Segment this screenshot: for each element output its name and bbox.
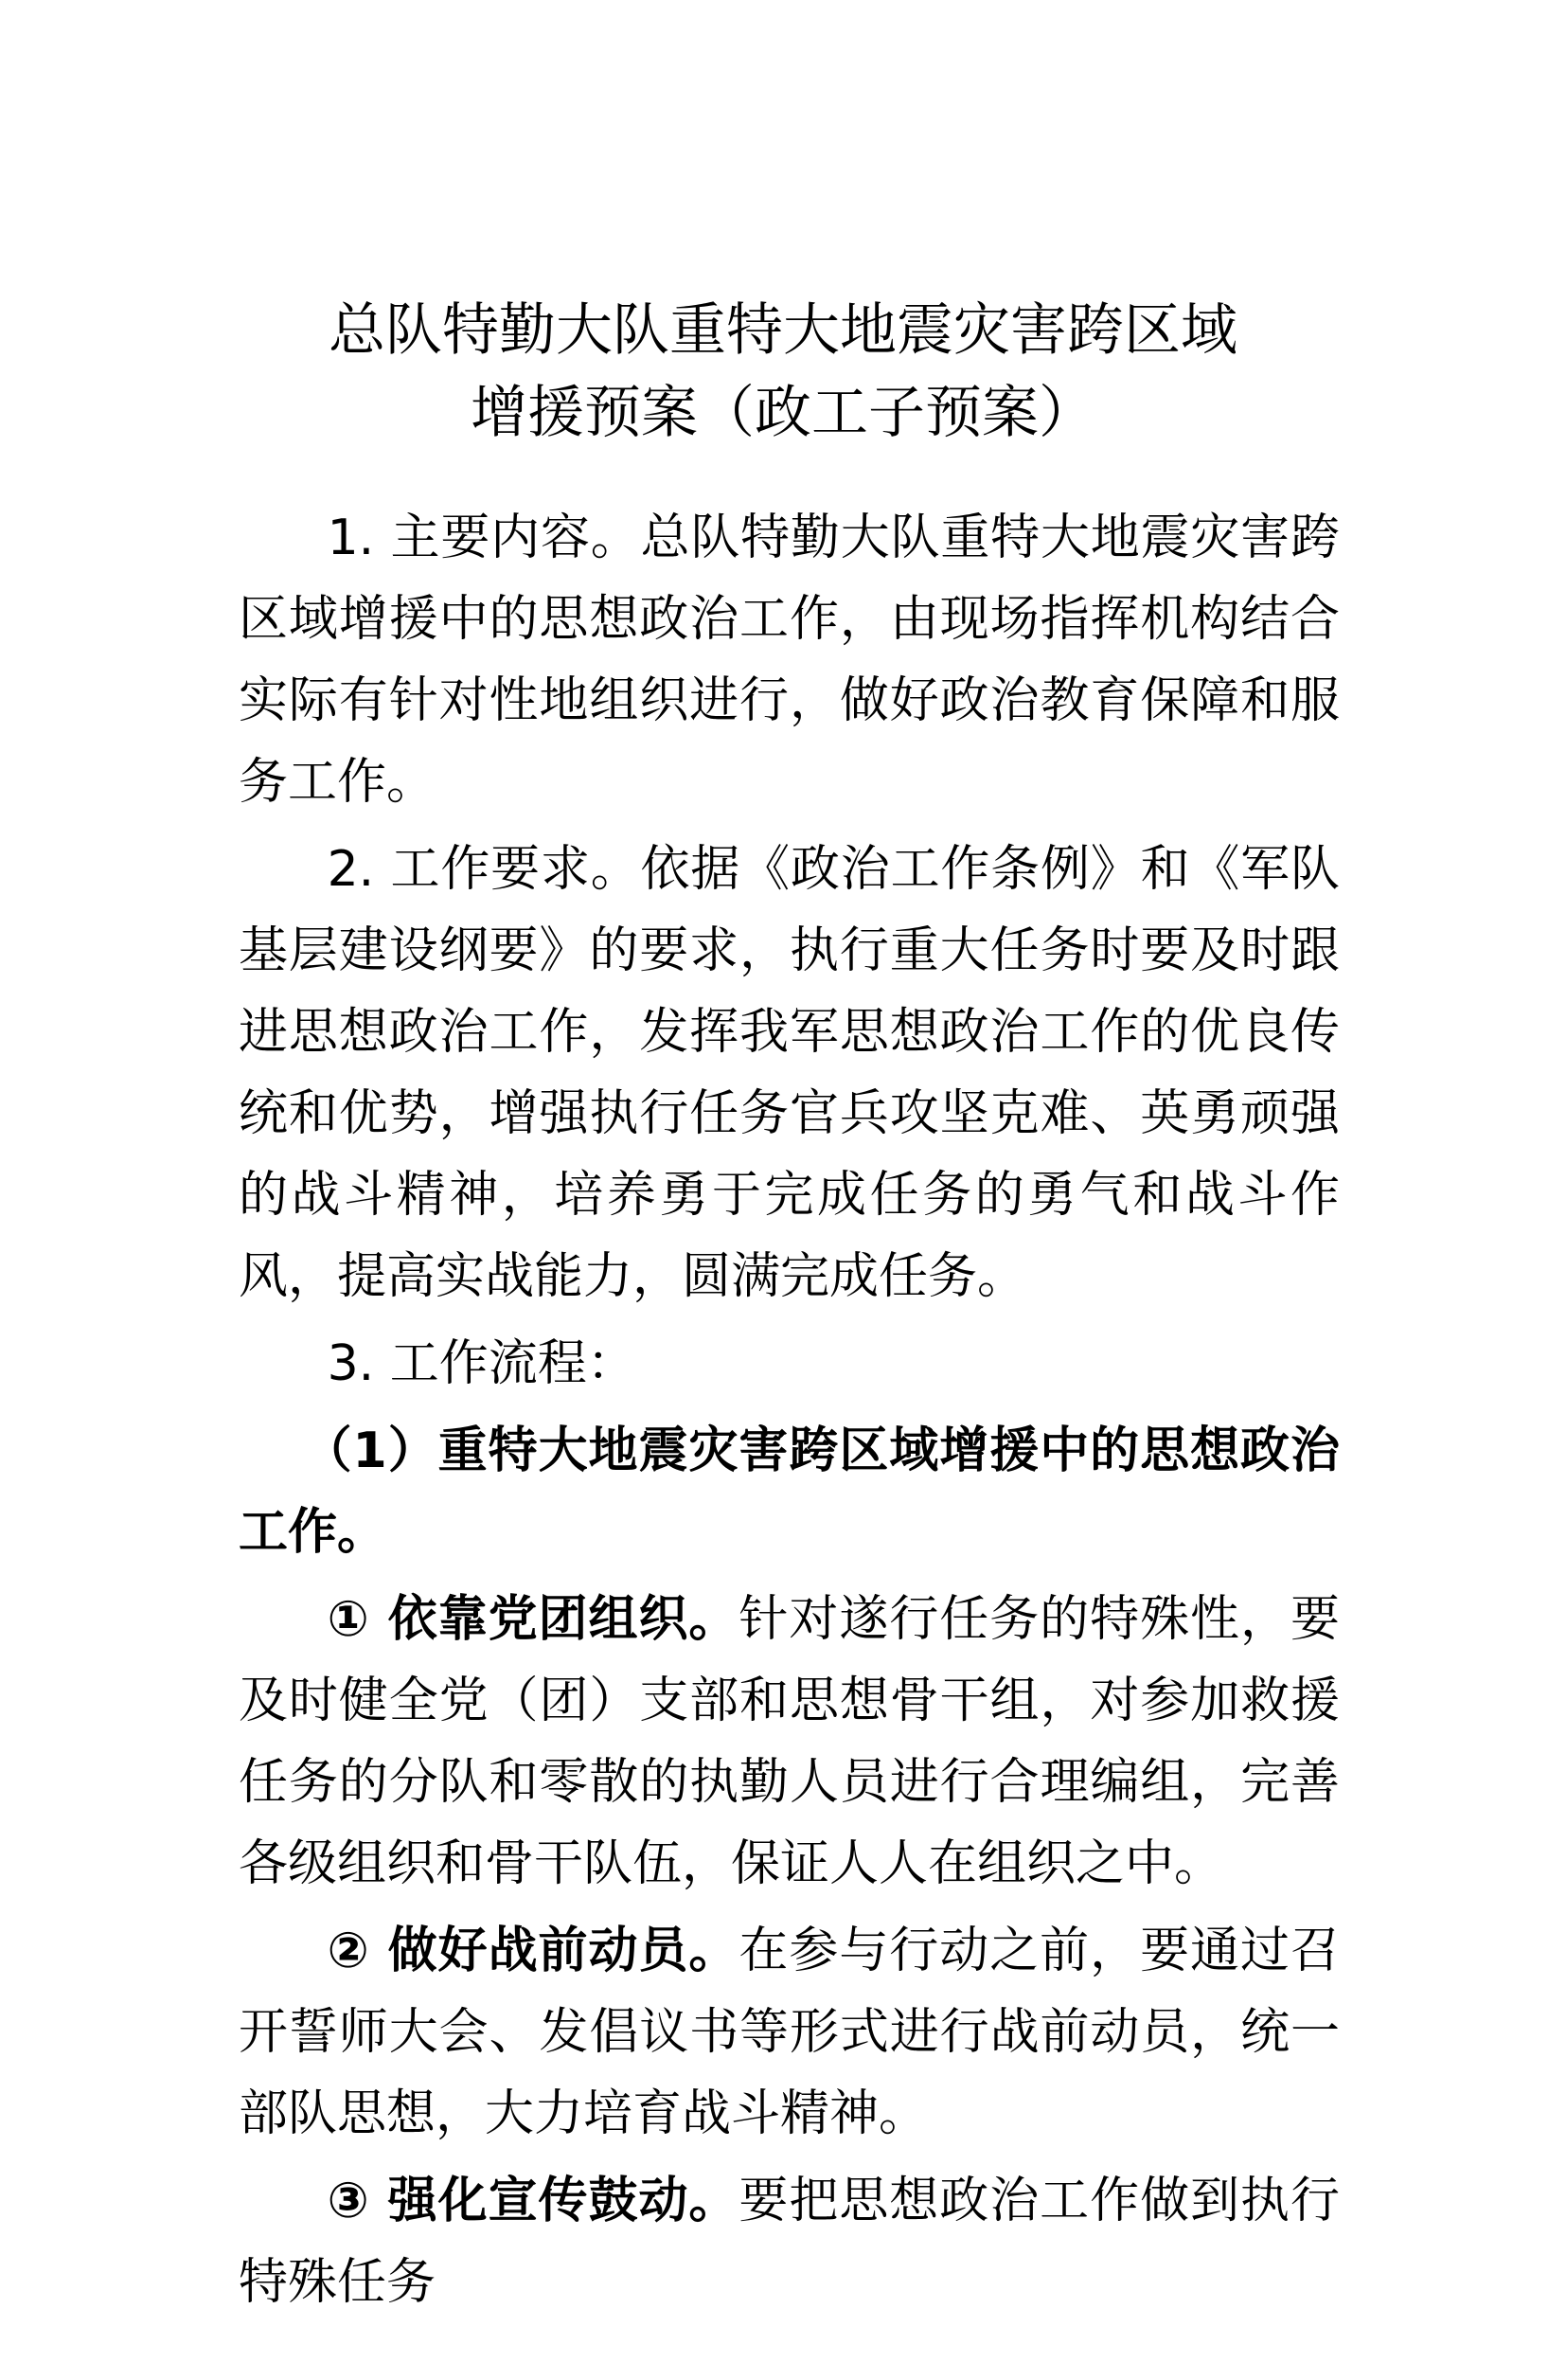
paragraph-work-requirements: 2. 工作要求。依据《政治工作条例》和《军队基层建设纲要》的要求，执行重大任务时要及时跟进思想政治工作，发挥我军思想政治工作的优良传统和优势，增强执行任务官兵攻坚克难、英勇顽强的战斗精神，培养勇于完成任务的勇气和战斗作风，提高实战能力，圆满完成任务。 [239,841,1340,1305]
paragraph-main-content: 1. 主要内容。总队特勤大队重特大地震灾害跨区域增援中的思想政治工作，由现场指挥机构结合实际有针对性地组织进行，做好政治教育保障和服务工作。 [239,510,1340,811]
section-heading-text: （1）重特大地震灾害跨区域增援中的思想政治工作。 [239,1423,1340,1561]
paragraph-workflow: 3. 工作流程： [327,1335,636,1392]
document-title [0,290,1566,455]
item-1 [239,1579,1340,1905]
item-3-text: 要把思想政治工作做到执行特殊任务 [239,2173,1340,2311]
item-1-heading: ① 依靠党团组织。 [327,1591,739,1648]
item-1-text: 针对遂行任务的特殊性，要及时健全党（团）支部和思想骨干组，对参加救援任务的分队和零散的执勤人员进行合理编组，完善各级组织和骨干队伍，保证人人在组织之中。 [239,1591,1340,1892]
title-line-2: 增援预案（政工子预案） [471,380,1095,446]
item-3 [239,2160,1340,2323]
title-line-1: 总队特勤大队重特大地震灾害跨区域 [329,297,1237,364]
item-2-heading: ② 做好战前动员。 [327,1923,739,1979]
item-2-text: 在参与行动之前，要通过召开誓师大会、发倡议书等形式进行战前动员，统一部队思想，大力培育战斗精神。 [239,1923,1340,2142]
item-3-heading: ③ 强化宣传鼓动。 [327,2173,739,2229]
item-2 [239,1910,1340,2155]
section-heading-1 [239,1410,1340,1573]
